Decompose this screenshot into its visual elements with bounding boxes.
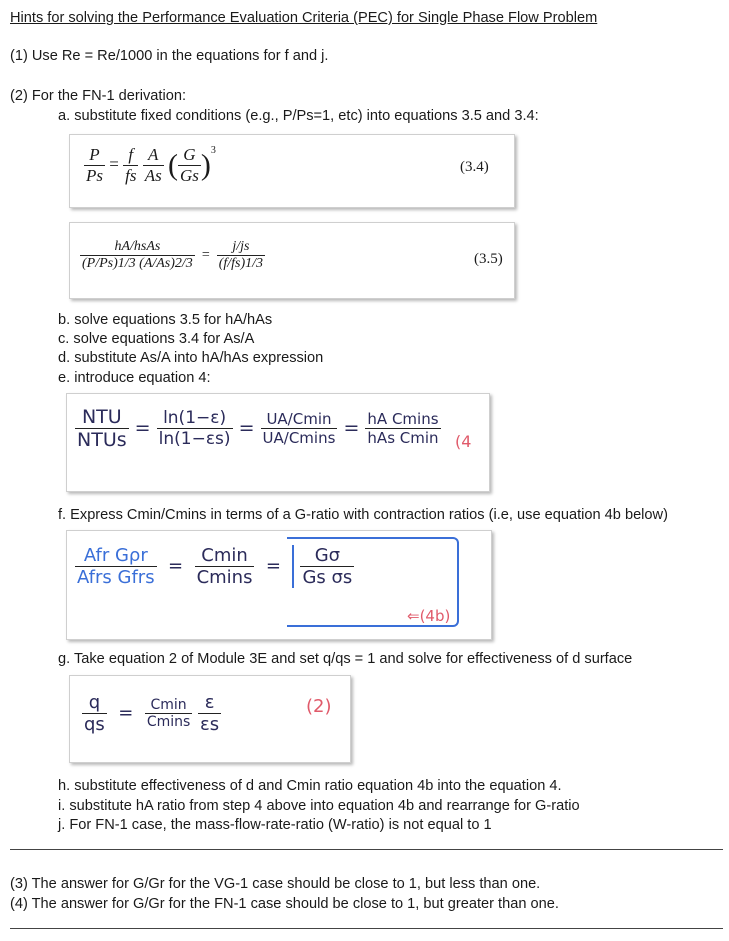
equation-4b: $\frac{\text{Afr Gρr}}{\text{Afrs Gfrs}}$ = $\frac{Cmin}{Cmins}$ = $\frac{G\sigma}{\text{Gs σs}}$ <box>77 545 353 588</box>
divider-top <box>10 849 723 850</box>
eq4-t4-num: hA Cmins <box>367 410 439 428</box>
eq2-eps-den: εs <box>200 714 220 735</box>
equation-3-5-box <box>69 222 515 299</box>
step-a: a. substitute fixed conditions (e.g., P/Ps=1, etc) into equations 3.5 and 3.4: <box>58 108 539 124</box>
step-h: h. substitute effectiveness of d and Cmin ratio equation 4b into the equation 4. <box>58 778 562 794</box>
equation-3-4: $\frac{P}{Ps}$ = $\frac{f}{fs}$ $\frac{A}{As}$ ( $\frac{G}{Gs}$ )$^3$ <box>86 145 216 185</box>
eq4b-t1-den: Afrs Gfrs <box>77 567 155 588</box>
hint-1: (1) Use Re = Re/1000 in the equations for f and j. <box>10 48 329 64</box>
eq34-g-num: G <box>178 145 201 166</box>
eq34-f-num: f <box>123 145 138 166</box>
step-b: b. solve equations 3.5 for hA/hAs <box>58 312 273 328</box>
step-c: c. solve equations 3.4 for As/A <box>58 331 255 347</box>
hint-4: (4) The answer for G/Gr for the FN-1 case should be close to 1, but greater than one. <box>10 896 559 912</box>
step-d: d. substitute As/A into hA/hAs expression <box>58 350 324 366</box>
equation-4b-box <box>66 530 492 640</box>
eq4b-label: ⇐(4b) <box>407 607 451 625</box>
equation-4: $\frac{\text{NTU}}{\text{NTUs}}$ = $\frac{\ln(1-\varepsilon)}{\ln(1-\varepsilon s)}$ = $\frac{UA/Cmin}{UA/Cmins}$ = $\frac{\text{hA Cmins}}{\text{hAs Cmin}}$ <box>77 406 439 451</box>
eq4-t2-num: ln(1−ε) <box>157 408 233 429</box>
eq35-lhs-num: hA/hsAs <box>80 239 195 256</box>
divider-bottom <box>10 928 723 929</box>
eq34-g-den: Gs <box>179 166 199 185</box>
eq4b-t2-num: Cmin <box>195 545 255 567</box>
eq35-label: (3.5) <box>474 251 503 267</box>
step-j: j. For FN-1 case, the mass-flow-rate-ratio (W-ratio) is not equal to 1 <box>58 817 492 833</box>
eq34-label: (3.4) <box>460 159 489 175</box>
step-i: i. substitute hA ratio from step 4 above into equation 4b and rearrange for G-ratio <box>58 798 580 814</box>
eq4b-t3-num: Gσ <box>300 545 354 567</box>
equation-2-box <box>69 675 351 763</box>
step-f: f. Express Cmin/Cmins in terms of a G-ratio with contraction ratios (i.e, use equation 4b below) <box>58 507 668 523</box>
eq4-t1-den: NTUs <box>77 429 127 451</box>
eq34-lhs-den: Ps <box>86 166 103 185</box>
equation-3-4-box <box>69 134 515 208</box>
eq2-lhs-num: q <box>82 692 107 714</box>
eq35-lhs-den: (P/Ps)1/3 (A/As)2/3 <box>82 256 193 271</box>
eq34-f-den: fs <box>125 166 137 185</box>
hint-2-heading: (2) For the FN-1 derivation: <box>10 88 186 104</box>
equation-3-5: $\frac{\text{hA/hsAs}}{(P/Ps)1/3 (A/As)2/3}$ = $\frac{j/js}{(f/fs)1/3}$ <box>82 239 264 271</box>
eq4-t3-den: UA/Cmins <box>262 429 336 447</box>
eq34-lhs-num: P <box>84 145 105 166</box>
step-g: g. Take equation 2 of Module 3E and set q/qs = 1 and solve for effectiveness of d surface <box>58 651 633 667</box>
eq34-a-num: A <box>143 145 164 166</box>
eq34-exponent: 3 <box>210 145 216 156</box>
eq4-t1-num: NTU <box>75 406 129 429</box>
page-title: Hints for solving the Performance Evaluation Criteria (PEC) for Single Phase Flow Problem <box>10 10 598 26</box>
step-e: e. introduce equation 4: <box>58 370 211 386</box>
eq2-lhs-den: qs <box>84 714 105 735</box>
eq4-t2-den: ln(1−εs) <box>158 429 231 449</box>
eq4-t3-num: UA/Cmin <box>261 410 338 429</box>
eq34-a-den: As <box>144 166 162 185</box>
hint-3: (3) The answer for G/Gr for the VG-1 case should be close to 1, but less than one. <box>10 876 541 892</box>
equation-2: $\frac{q}{qs}$ = $\frac{Cmin}{Cmins}$ $\frac{\varepsilon}{\varepsilon s}$ <box>84 692 220 735</box>
eq4-label: (4 <box>455 432 472 451</box>
eq35-rhs-den: (f/fs)1/3 <box>218 256 264 271</box>
eq2-mid-num: Cmin <box>145 697 192 714</box>
eq2-label: (2) <box>306 696 332 717</box>
eq4b-t3-den: Gs σs <box>302 567 353 588</box>
eq4b-t1-num: Afr Gρr <box>75 545 157 567</box>
eq35-rhs-num: j/js <box>217 239 265 256</box>
equation-4-box <box>66 393 490 492</box>
eq4b-t2-den: Cmins <box>196 567 253 588</box>
eq2-mid-den: Cmins <box>146 714 191 730</box>
eq4-t4-den: hAs Cmin <box>367 429 439 447</box>
eq2-eps-num: ε <box>198 692 221 714</box>
